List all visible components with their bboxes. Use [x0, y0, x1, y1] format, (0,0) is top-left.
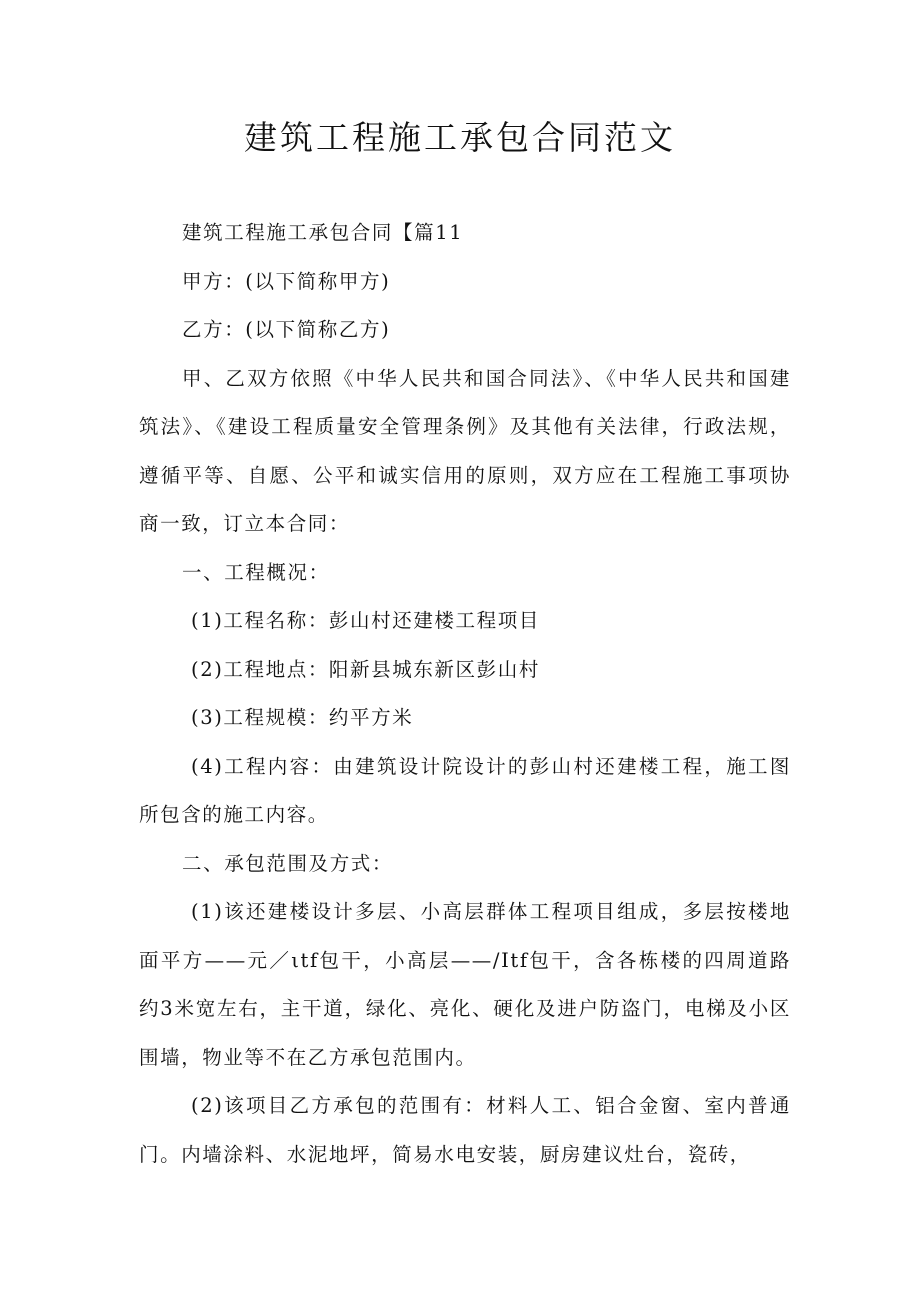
document-body	[139, 209, 791, 1179]
section-heading-overview: 一、工程概况：	[182, 560, 330, 584]
preamble-paragraph: 甲、乙双方依照《中华人民共和国合同法》、《中华人民共和国建筑法》、《建设工程质量安全管理条例》及其他有关法律，行政法规，遵循平等、自愿、公平和诚实信用的原则，双方应在工程施工事项协商一致，订立本合同：	[139, 366, 791, 535]
party-b-line: 乙方：(以下简称乙方)	[182, 318, 391, 341]
overview-item-content: (4)工程内容：由建筑设计院设计的彭山村还建楼工程，施工图所包含的施工内容。	[139, 754, 791, 826]
scope-item-1: (1)该还建楼设计多层、小高层群体工程项目组成，多层按楼地面平方——元／ιtf包干，小高层——/Itf包干，含各栋楼的四周道路约3米宽左右，主干道，绿化、亮化、硬化及进户防盗门，电梯及小区围墙，物业等不在乙方承包范围内。	[139, 900, 791, 1069]
overview-item-scale: (3)工程规模：约平方米	[191, 706, 414, 729]
contract-heading: 建筑工程施工承包合同【篇11	[182, 221, 464, 244]
section-heading-scope: 二、承包范围及方式：	[182, 851, 394, 875]
document-title: 建筑工程施工承包合同范文	[244, 118, 676, 157]
scope-item-2: (2)该项目乙方承包的范围有：材料人工、铝合金窗、室内普通门。内墙涂料、水泥地坪，简易水电安装，厨房建议灶台，瓷砖，	[139, 1094, 791, 1166]
overview-item-location: (2)工程地点：阳新县城东新区彭山村	[191, 657, 540, 681]
overview-item-name: (1)工程名称：彭山村还建楼工程项目	[191, 609, 540, 632]
party-a-line: 甲方：(以下简称甲方)	[182, 269, 391, 293]
